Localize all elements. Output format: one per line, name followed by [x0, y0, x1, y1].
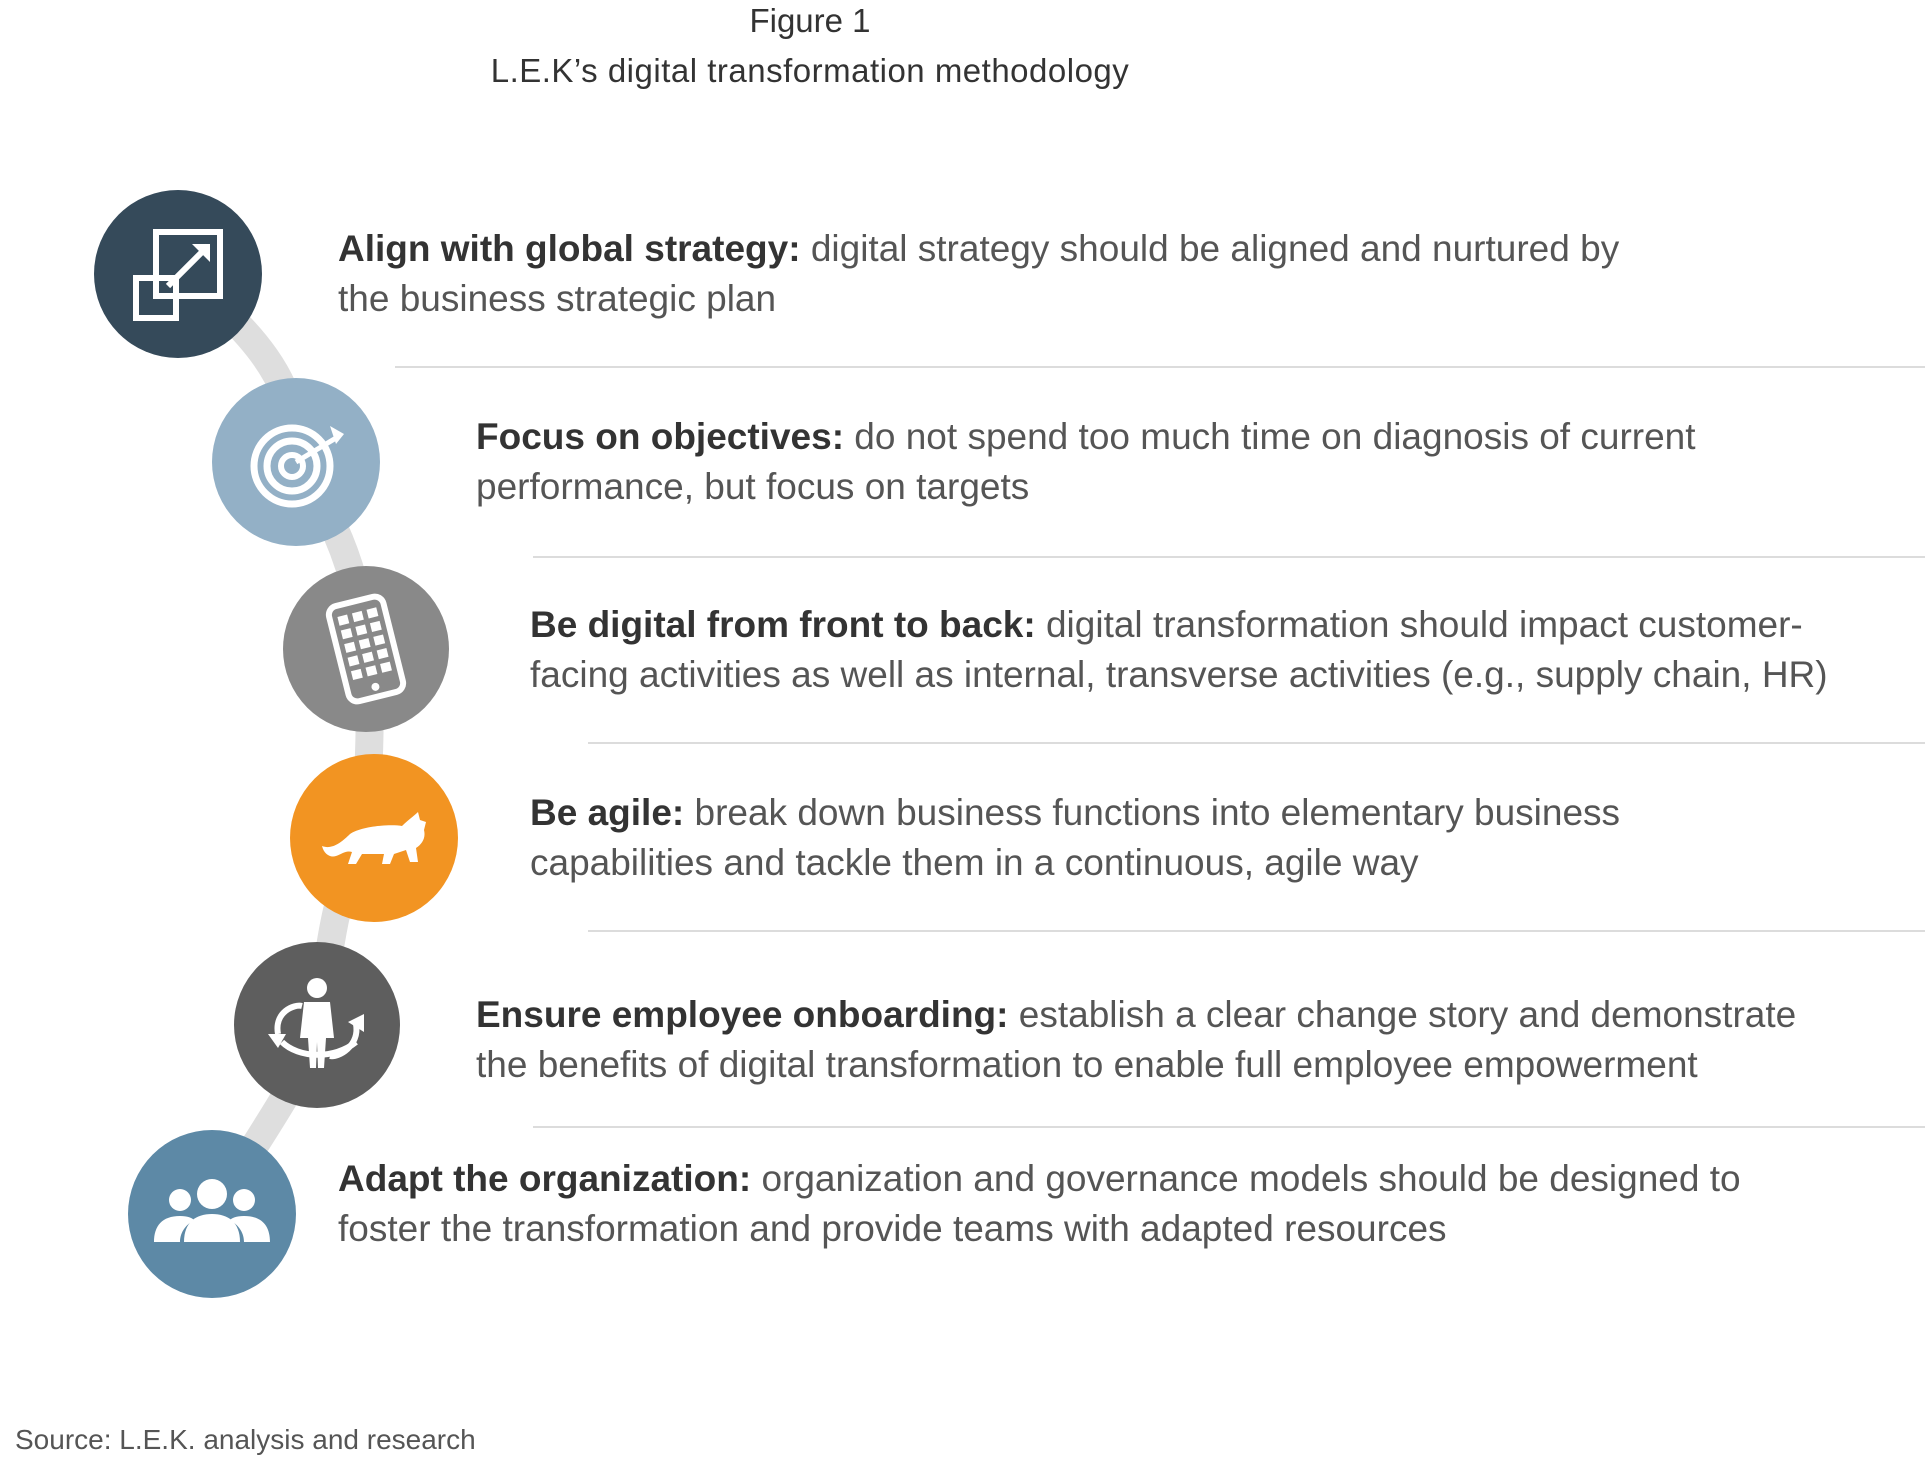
step-3-body-2: facing activities as well as internal, transverse activities (e.g., supply chain, HR) [530, 654, 1828, 695]
divider-5 [533, 1126, 1925, 1128]
step-2-circle [212, 378, 380, 546]
step-1-text [338, 224, 1619, 324]
step-2-body-2: performance, but focus on targets [476, 466, 1030, 507]
figure-title: L.E.K’s digital transformation methodology [490, 52, 1130, 89]
divider-2 [533, 556, 1925, 558]
step-6-heading: Adapt the organization: [338, 1158, 752, 1199]
step-2-body: do not spend too much time on diagnosis of current [854, 416, 1696, 457]
step-4-circle [290, 754, 458, 922]
step-4-body: break down business functions into elementary business [694, 792, 1621, 833]
step-5-text [476, 990, 1796, 1090]
step-1-body-2: the business strategic plan [338, 278, 777, 319]
person-cycle-icon [234, 942, 400, 1108]
step-6-circle [128, 1130, 296, 1298]
divider-4 [588, 930, 1925, 932]
step-5-body: establish a clear change story and demonstrate [1018, 994, 1797, 1035]
divider-3 [588, 742, 1925, 744]
step-1-body: digital strategy should be aligned and nurtured by [810, 228, 1620, 269]
step-3-circle [283, 566, 449, 732]
step-4-heading: Be agile: [530, 792, 685, 833]
step-3-text [530, 600, 1828, 700]
step-3-heading: Be digital from front to back: [530, 604, 1036, 645]
step-6-body: organization and governance models should be designed to [761, 1158, 1741, 1199]
step-4-text [530, 788, 1620, 888]
step-6-text [338, 1154, 1741, 1254]
step-5-circle [234, 942, 400, 1108]
divider-1 [395, 366, 1925, 368]
team-icon [128, 1130, 296, 1298]
step-2-text [476, 412, 1696, 512]
step-1-circle [94, 190, 262, 358]
source-note: Source: L.E.K. analysis and research [15, 1424, 476, 1455]
step-5-body-2: the benefits of digital transformation to enable full employee empowerment [476, 1044, 1698, 1085]
expand-arrow-icon [94, 190, 262, 358]
step-6-body-2: foster the transformation and provide teams with adapted resources [338, 1208, 1447, 1249]
step-1-heading: Align with global strategy: [338, 228, 801, 269]
cat-icon [290, 754, 458, 922]
step-3-body: digital transformation should impact customer- [1045, 604, 1803, 645]
step-4-body-2: capabilities and tackle them in a continuous, agile way [530, 842, 1419, 883]
target-icon [212, 378, 380, 546]
figure-label: Figure 1 [749, 2, 871, 39]
step-5-heading: Ensure employee onboarding: [476, 994, 1009, 1035]
step-2-heading: Focus on objectives: [476, 416, 845, 457]
smartphone-icon [283, 566, 449, 732]
